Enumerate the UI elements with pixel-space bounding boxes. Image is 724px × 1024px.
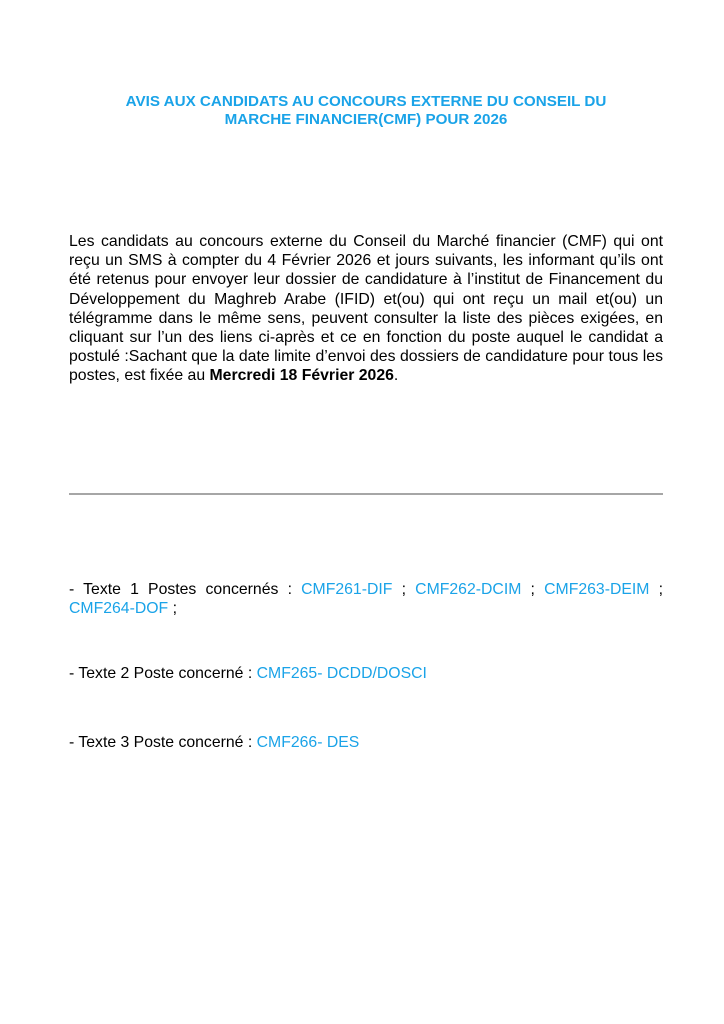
page-title xyxy=(69,93,663,129)
title-line-1: AVIS AUX CANDIDATS AU CONCOURS EXTERNE DU CONSEIL DU xyxy=(125,93,607,110)
texte-1-suffix: ; xyxy=(168,600,177,618)
notice-body-end: . xyxy=(393,367,399,385)
link-cmf262-dcim[interactable]: CMF262-DCIM xyxy=(415,581,522,598)
horizontal-divider xyxy=(69,493,663,495)
link-cmf264-dof[interactable]: CMF264-DOF xyxy=(69,600,169,618)
notice-body-text: Les candidats au concours externe du Conseil du Marché financier (CMF) qui ont reçu un SMS à compter du 4 Février 2026 et jours suivants, les informant qu’ils ont été retenus pour envoyer leur dossier de candidature à l’institut de Financement du Développement du Maghreb Arabe (IFID) et(ou) qui ont reçu un mail et(ou) un télégramme dans le même sens, peuvent consulter la liste des pièces exigées, en cliquant sur l’un des liens ci-après et ce en fonction du poste auquel le candidat a postulé :Sachant que la date limite d’envoi des dossiers de candidature pour tous les postes, est fixée au xyxy=(69,233,663,385)
link-cmf265-dcdd-dosci[interactable]: CMF265- DCDD/DOSCI xyxy=(256,665,427,682)
separator: ; xyxy=(649,581,664,598)
deadline-date: Mercredi 18 Février 2026 xyxy=(209,367,394,385)
link-cmf266-des[interactable]: CMF266- DES xyxy=(256,734,360,751)
texte-2-item xyxy=(69,664,663,683)
title-line-2: MARCHE FINANCIER(CMF) POUR 2026 xyxy=(224,111,508,128)
separator: ; xyxy=(521,581,545,598)
link-cmf261-dif[interactable]: CMF261-DIF xyxy=(301,581,393,598)
texte-3-prefix: - Texte 3 Poste concerné : xyxy=(69,734,257,751)
texte-3-item xyxy=(69,733,663,752)
notice-paragraph xyxy=(69,232,663,386)
texte-1-item xyxy=(69,580,663,618)
texte-2-prefix: - Texte 2 Poste concerné : xyxy=(69,665,257,682)
separator: ; xyxy=(392,581,416,598)
link-cmf263-deim[interactable]: CMF263-DEIM xyxy=(544,581,650,598)
texte-1-prefix: - Texte 1 Postes concernés : xyxy=(69,581,302,598)
